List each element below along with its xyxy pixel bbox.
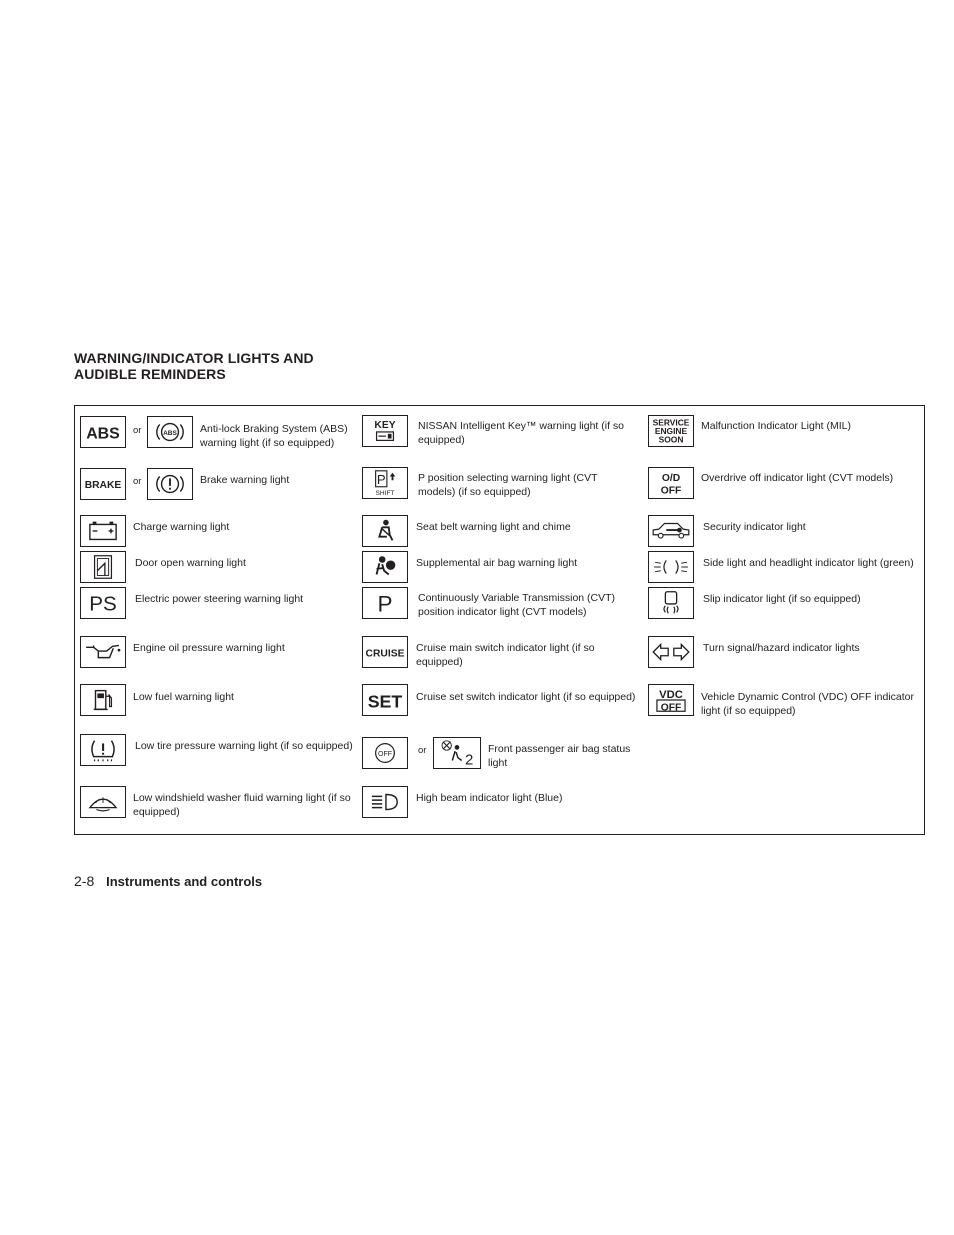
cruise-desc: Cruise main switch indicator light (if so equipped) [416, 642, 595, 668]
side-light-icon [648, 551, 694, 583]
airbag-off-icon [362, 737, 408, 769]
tire-desc: Low tire pressure warning light (if so equipped) [135, 740, 353, 752]
washer-fluid-icon [80, 786, 126, 818]
indicator-panel [74, 405, 925, 835]
turn-signal-icon [648, 636, 694, 668]
abs-circle-icon [147, 416, 193, 448]
page-footer [74, 873, 262, 889]
od1-text: O/D [661, 473, 681, 485]
washer-desc: Low windshield washer fluid warning light (if so equipped) [133, 792, 351, 818]
set-desc: Cruise set switch indicator light (if so equipped) [416, 691, 636, 703]
charge-desc: Charge warning light [133, 521, 230, 533]
high-beam-icon [362, 786, 408, 818]
cvt-p-text: P [377, 591, 393, 617]
cvt-position-icon [362, 587, 408, 619]
abs-desc: Anti-lock Braking System (ABS) warning light (if so equipped) [200, 423, 348, 449]
door-desc: Door open warning light [135, 557, 246, 569]
passenger-airbag-num: 2 [465, 751, 474, 768]
fuel-pump-icon [80, 684, 126, 716]
abs-circle-text: ABS [163, 429, 177, 437]
section-title: Instruments and controls [106, 874, 263, 889]
airbag-desc: Supplemental air bag warning light [416, 557, 578, 569]
page-number: 2-8 [74, 873, 95, 889]
or-label: or [418, 745, 427, 756]
door-open-icon [80, 551, 126, 583]
vdc2-text: OFF [660, 702, 682, 714]
intelligent-key-icon [362, 415, 408, 447]
seat-belt-icon [362, 515, 408, 547]
set-icon-text: SET [367, 691, 403, 712]
seatbelt-desc: Seat belt warning light and chime [416, 521, 571, 533]
cvt-desc: Continuously Variable Transmission (CVT) position indicator light (CVT models) [418, 592, 616, 618]
brake-circle-icon [147, 468, 193, 500]
od2-text: OFF [660, 485, 682, 497]
sv3-text: SOON [658, 434, 684, 445]
ps-desc: Electric power steering warning light [135, 593, 304, 605]
key-desc: NISSAN Intelligent Key™ warning light (if so equipped) [418, 420, 625, 446]
or-label: or [133, 425, 142, 436]
vdc-off-icon [648, 684, 694, 716]
ps-icon-text: PS [89, 592, 117, 616]
tire-pressure-icon [80, 734, 126, 766]
fuel-desc: Low fuel warning light [133, 691, 234, 703]
vdc-desc: Vehicle Dynamic Control (VDC) OFF indicator light (if so equipped) [701, 691, 914, 717]
p-shift-icon [362, 467, 408, 499]
service-engine-soon-icon [648, 415, 694, 447]
abs-icon-text: ABS [86, 425, 120, 443]
slip-icon [648, 587, 694, 619]
key-icon-text: KEY [374, 420, 396, 432]
od-off-icon [648, 467, 694, 499]
od-desc: Overdrive off indicator light (CVT models) [701, 472, 894, 484]
turn-desc: Turn signal/hazard indicator lights [703, 642, 860, 654]
pshift-p-text: P [376, 471, 386, 487]
battery-icon [80, 515, 126, 547]
cruise-icon-text: CRUISE [365, 648, 405, 660]
pshift-desc: P position selecting warning light (CVT models) (if so equipped) [418, 472, 598, 498]
sv1-text: SERVICE [652, 417, 690, 428]
or-label: or [133, 476, 142, 487]
air-bag-icon [362, 551, 408, 583]
mil-desc: Malfunction Indicator Light (MIL) [701, 420, 851, 432]
pshift-shift-text: SHIFT [375, 490, 395, 498]
page-title: WARNING/INDICATOR LIGHTS AND AUDIBLE REMINDERS [74, 350, 314, 382]
security-desc: Security indicator light [703, 521, 806, 533]
cruise-icon [362, 636, 408, 668]
passenger-airbag-desc: Front passenger air bag status light [488, 743, 631, 769]
abs-icon [80, 416, 126, 448]
sidelight-desc: Side light and headlight indicator light (green) [703, 557, 914, 569]
security-car-icon [648, 515, 694, 547]
sv2-text: ENGINE [654, 425, 688, 436]
passenger-airbag-icon [433, 737, 481, 769]
brake-icon [80, 468, 126, 500]
airbag-off-text: OFF [377, 750, 393, 758]
power-steering-icon [80, 587, 126, 619]
slip-desc: Slip indicator light (if so equipped) [703, 593, 861, 605]
vdc1-text: VDC [659, 689, 683, 702]
oil-can-icon [80, 636, 126, 668]
brake-desc: Brake warning light [200, 474, 290, 486]
highbeam-desc: High beam indicator light (Blue) [416, 792, 563, 804]
oil-desc: Engine oil pressure warning light [133, 642, 285, 654]
brake-icon-text: BRAKE [84, 479, 122, 491]
set-icon [362, 684, 408, 716]
